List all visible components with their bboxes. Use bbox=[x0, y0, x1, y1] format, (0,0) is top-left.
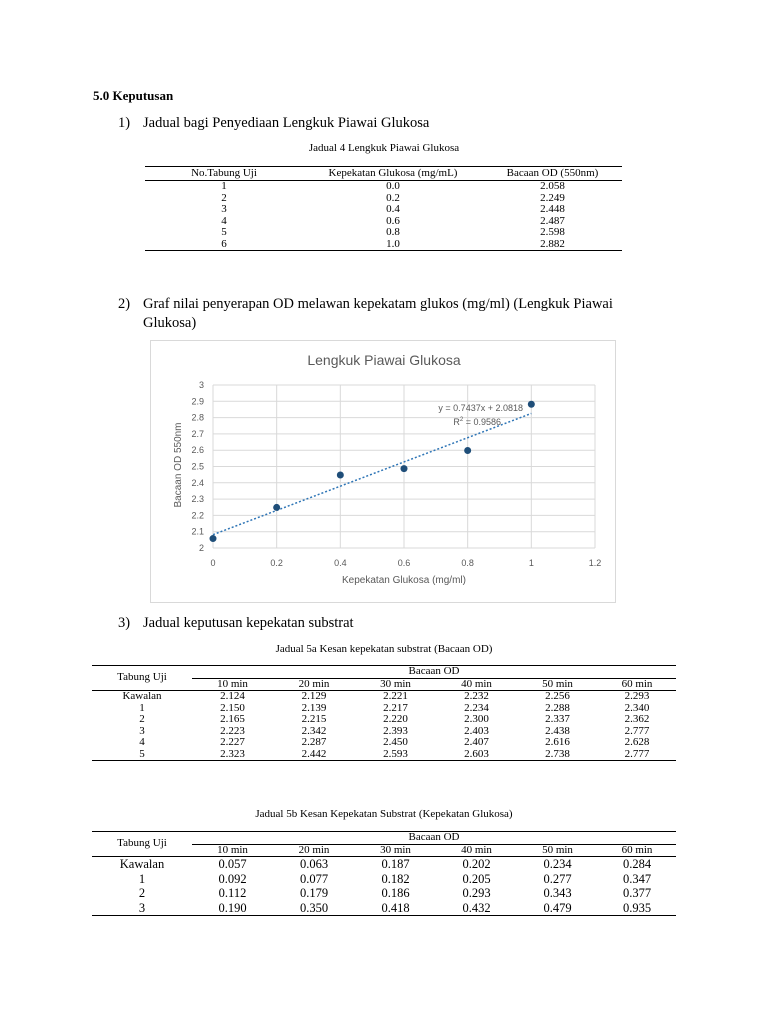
table-row bbox=[92, 691, 676, 703]
table-cell: 2.628 bbox=[624, 736, 650, 748]
column-header: 10 min bbox=[192, 844, 273, 857]
table-cell: 2.603 bbox=[464, 747, 489, 760]
y-tick-label: 2.1 bbox=[191, 526, 204, 537]
table-cell: 2.288 bbox=[545, 701, 570, 714]
table-cell: 2.227 bbox=[220, 736, 245, 748]
table-cell: 0.092 bbox=[218, 871, 247, 886]
table-glucose-standard bbox=[145, 166, 622, 251]
table-cell: 0.179 bbox=[299, 886, 329, 900]
row-header: Tabung Uji bbox=[92, 666, 192, 691]
standard-curve-chart bbox=[150, 340, 616, 603]
column-header: 50 min bbox=[517, 844, 598, 857]
row-header: Tabung Uji bbox=[92, 832, 192, 857]
y-tick-label: 2.3 bbox=[191, 494, 204, 505]
x-tick-label: 0 bbox=[210, 558, 216, 568]
list-item-text: Jadual bagi Penyediaan Lengkuk Piawai Glukosa bbox=[143, 115, 430, 131]
x-tick-label: 1.2 bbox=[588, 558, 602, 568]
row-label: 4 bbox=[139, 736, 145, 748]
column-header: 50 min bbox=[517, 678, 598, 691]
table-cell: 0.284 bbox=[622, 857, 652, 871]
list-item-3 bbox=[118, 614, 678, 634]
table5a-caption: Jadual 5a Kesan kepekatan substrat (Bacaan OD) bbox=[275, 643, 493, 655]
table5b-caption: Jadual 5b Kesan Kepekatan Substrat (Kepekatan Glukosa) bbox=[255, 808, 513, 820]
table-row bbox=[92, 901, 676, 916]
x-tick-label: 0.8 bbox=[461, 558, 474, 568]
table-cell: 0.935 bbox=[622, 900, 652, 915]
list-item-number: 3) bbox=[118, 615, 131, 631]
table-substrate-od bbox=[92, 665, 676, 761]
y-tick-label: 2.4 bbox=[191, 477, 204, 488]
table-cell: 2.293 bbox=[624, 690, 650, 702]
table-cell: 2.150 bbox=[220, 701, 245, 714]
table-cell: 2.593 bbox=[383, 747, 408, 760]
table-cell: 0.0 bbox=[386, 180, 400, 192]
table-cell: 2.882 bbox=[540, 237, 565, 250]
column-header: 40 min bbox=[436, 678, 517, 691]
group-header: Bacaan OD bbox=[408, 831, 460, 843]
column-header: 40 min bbox=[436, 844, 517, 857]
y-axis-label: Bacaan OD 550nm bbox=[173, 422, 184, 508]
table-cell: 2 bbox=[221, 191, 227, 204]
table-cell: 2.287 bbox=[301, 736, 327, 748]
list-item-number: 2) bbox=[118, 296, 131, 312]
table-cell: 2.403 bbox=[464, 724, 489, 737]
table-cell: 0.347 bbox=[622, 871, 652, 886]
table-cell: 2.442 bbox=[301, 747, 327, 760]
table-cell: 0.182 bbox=[381, 871, 410, 886]
x-tick-label: 0.6 bbox=[397, 558, 411, 568]
column-header: Kepekatan Glukosa (mg/mL) bbox=[303, 167, 483, 181]
table-cell: 0.186 bbox=[381, 886, 410, 900]
y-tick-label: 2.6 bbox=[191, 445, 204, 456]
table-cell: 2.234 bbox=[464, 701, 489, 714]
table-cell: 0.112 bbox=[218, 886, 247, 900]
table-cell: 2.487 bbox=[540, 214, 565, 227]
y-tick-label: 2.8 bbox=[191, 412, 204, 423]
data-point bbox=[401, 465, 408, 472]
table-cell: 0.4 bbox=[386, 203, 400, 215]
table-cell: 0.277 bbox=[543, 871, 572, 886]
table-cell: 2.249 bbox=[540, 191, 565, 204]
table-cell: 0.418 bbox=[381, 900, 410, 915]
row-label: 1 bbox=[138, 871, 146, 886]
table-cell: 0.6 bbox=[386, 214, 400, 227]
column-header: Bacaan OD (550nm) bbox=[483, 167, 622, 181]
table-cell: 2.232 bbox=[464, 690, 489, 702]
table-cell: 2.058 bbox=[540, 180, 565, 192]
table-cell: 2.342 bbox=[301, 724, 327, 737]
table-cell: 2.450 bbox=[383, 736, 408, 748]
data-point bbox=[528, 401, 535, 408]
list-item-number: 1) bbox=[118, 115, 131, 131]
table-cell: 0.190 bbox=[218, 900, 247, 915]
table-cell: 2.223 bbox=[220, 724, 245, 737]
table-cell: 2.256 bbox=[545, 690, 570, 702]
table-row bbox=[92, 872, 676, 887]
table-row bbox=[92, 737, 676, 749]
table-row bbox=[145, 204, 622, 216]
table-cell: 6 bbox=[221, 237, 227, 250]
table-cell: 2.777 bbox=[624, 747, 650, 760]
x-axis-label: Kepekatan Glukosa (mg/ml) bbox=[342, 575, 466, 586]
row-label: Kawalan bbox=[119, 857, 165, 871]
column-header: 30 min bbox=[355, 678, 436, 691]
trendline-equation: y = 0.7437x + 2.0818 bbox=[438, 403, 523, 413]
table-cell: 2.777 bbox=[624, 724, 650, 737]
column-header: 30 min bbox=[355, 844, 436, 857]
chart-title: Lengkuk Piawai Glukosa bbox=[307, 352, 461, 368]
data-point bbox=[210, 535, 217, 542]
x-tick-label: 1 bbox=[528, 558, 534, 568]
column-header: 20 min bbox=[273, 844, 355, 857]
table-row bbox=[145, 181, 622, 193]
table-cell: 0.8 bbox=[386, 226, 400, 238]
column-header: 60 min bbox=[598, 678, 676, 691]
y-axis-ticks bbox=[191, 380, 204, 553]
column-header: 20 min bbox=[273, 678, 355, 691]
table-cell: 2.165 bbox=[220, 713, 245, 725]
row-label: 1 bbox=[139, 701, 145, 714]
y-tick-label: 3 bbox=[198, 380, 204, 390]
table-cell: 2.393 bbox=[383, 724, 408, 737]
data-point bbox=[464, 447, 471, 454]
table-cell: 0.187 bbox=[381, 857, 410, 871]
table-cell: 0.479 bbox=[543, 900, 572, 915]
table-cell: 2.221 bbox=[383, 690, 408, 702]
section-heading: 5.0 Keputusan bbox=[93, 88, 174, 103]
table-cell: 2.217 bbox=[383, 701, 408, 714]
table-cell: 4 bbox=[221, 214, 227, 227]
table-cell: 0.432 bbox=[462, 900, 491, 915]
table-cell: 2.616 bbox=[545, 736, 570, 748]
table-row bbox=[92, 857, 676, 872]
table-row bbox=[145, 239, 622, 251]
x-tick-label: 0.2 bbox=[270, 558, 283, 568]
table-cell: 0.057 bbox=[218, 857, 247, 871]
table-substrate-glucose bbox=[92, 831, 676, 916]
y-tick-label: 2.2 bbox=[191, 510, 204, 521]
table-cell: 0.377 bbox=[622, 886, 652, 900]
table-cell: 1.0 bbox=[386, 237, 400, 250]
table4-caption: Jadual 4 Lengkuk Piawai Glukosa bbox=[308, 142, 460, 154]
y-tick-label: 2.7 bbox=[191, 428, 204, 439]
group-header: Bacaan OD bbox=[408, 665, 460, 677]
table-cell: 0.350 bbox=[299, 900, 329, 915]
table-cell: 2.337 bbox=[545, 713, 570, 725]
table-cell: 2.215 bbox=[301, 713, 327, 725]
table-cell: 2.738 bbox=[545, 747, 570, 760]
table-cell: 2.598 bbox=[540, 226, 565, 238]
table-cell: 1 bbox=[221, 180, 227, 192]
column-header: 10 min bbox=[192, 678, 273, 691]
list-item-1 bbox=[118, 114, 678, 134]
list-item-text: Jadual keputusan kepekatan substrat bbox=[143, 615, 354, 631]
table-cell: 0.234 bbox=[543, 857, 572, 871]
table-cell: 2.220 bbox=[383, 713, 408, 725]
list-item-2 bbox=[118, 295, 678, 335]
table-cell: 2.124 bbox=[220, 690, 245, 702]
y-tick-label: 2 bbox=[198, 543, 204, 553]
row-label: 3 bbox=[139, 724, 145, 737]
table-row bbox=[92, 714, 676, 726]
table-cell: 0.2 bbox=[386, 191, 400, 204]
table-cell: 2.362 bbox=[624, 713, 650, 725]
y-tick-label: 2.9 bbox=[191, 396, 204, 407]
row-label: 2 bbox=[139, 713, 145, 725]
row-label: Kawalan bbox=[122, 690, 162, 702]
row-label: 2 bbox=[138, 886, 146, 900]
list-item-text: Graf nilai penyerapan OD melawan kepekatam glukos (mg/ml) (Lengkuk Piawai Glukosa) bbox=[143, 296, 613, 331]
table-cell: 2.323 bbox=[220, 747, 245, 760]
table-cell: 0.202 bbox=[462, 857, 491, 871]
column-header: No.Tabung Uji bbox=[145, 167, 303, 181]
x-tick-label: 0.4 bbox=[334, 558, 347, 568]
table-cell: 5 bbox=[221, 226, 227, 238]
table-cell: 2.129 bbox=[301, 690, 327, 702]
table-cell: 2.407 bbox=[464, 736, 489, 748]
trendline bbox=[213, 413, 531, 534]
table-cell: 3 bbox=[221, 203, 227, 215]
table-cell: 0.205 bbox=[462, 871, 491, 886]
r-squared-label: $R^2 = 0.9586$ bbox=[453, 417, 501, 427]
table-cell: 2.340 bbox=[624, 701, 650, 714]
table-cell: 0.293 bbox=[462, 886, 491, 900]
table-cell: 2.438 bbox=[545, 724, 570, 737]
table-cell: 2.139 bbox=[301, 701, 327, 714]
data-point bbox=[273, 504, 280, 511]
row-label: 5 bbox=[139, 747, 145, 760]
y-tick-label: 2.5 bbox=[191, 461, 204, 472]
table-cell: 0.343 bbox=[543, 886, 572, 900]
table-row bbox=[92, 749, 676, 761]
column-header: 60 min bbox=[598, 844, 676, 857]
table-cell: 0.077 bbox=[299, 871, 329, 886]
data-point bbox=[337, 471, 344, 478]
x-axis-ticks bbox=[210, 558, 601, 568]
table-cell: 2.300 bbox=[464, 713, 489, 725]
table-row bbox=[145, 227, 622, 239]
row-label: 3 bbox=[138, 900, 146, 915]
table-cell: 2.448 bbox=[540, 203, 565, 215]
chart-svg bbox=[151, 341, 615, 602]
table-cell: 0.063 bbox=[299, 857, 329, 871]
table-row bbox=[92, 886, 676, 901]
